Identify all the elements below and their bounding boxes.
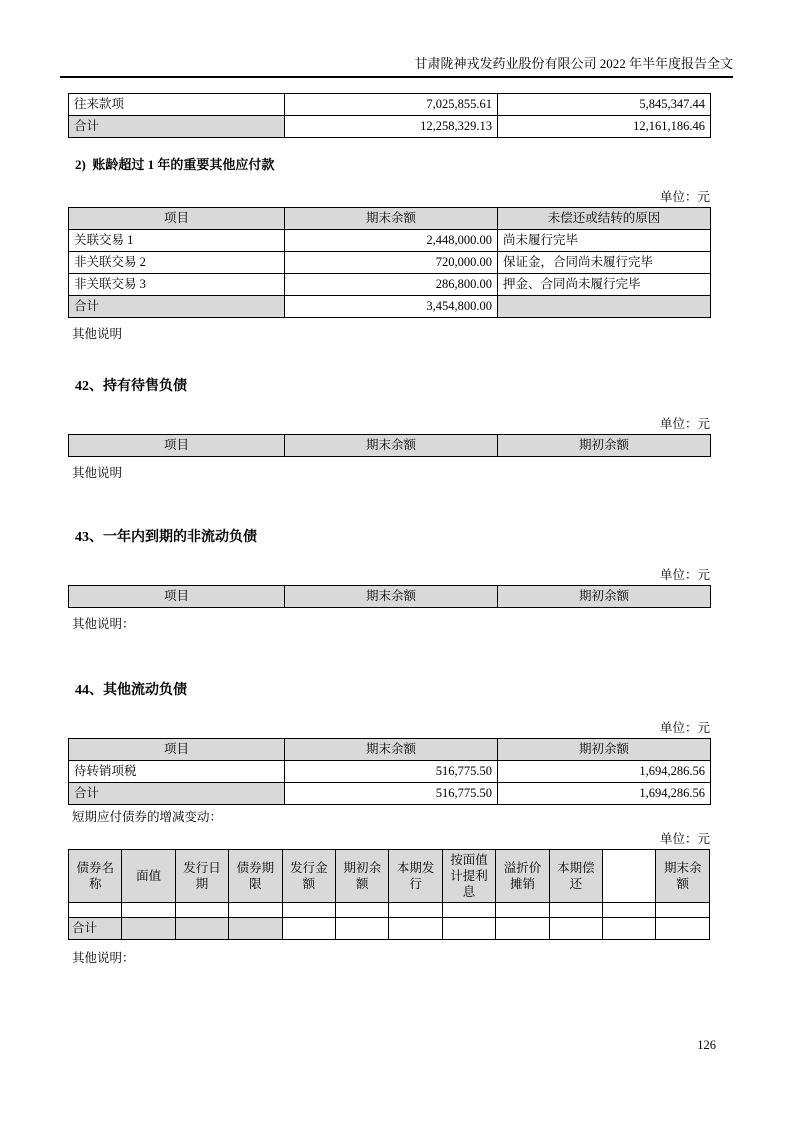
item-cell: 关联交易 1	[69, 230, 285, 252]
page-content	[68, 93, 710, 966]
section-43-title: 43、一年内到期的非流动负债	[75, 530, 257, 545]
column-header: 期初余额	[498, 739, 711, 761]
column-header: 期末余额	[285, 435, 498, 457]
table-row	[69, 94, 711, 116]
empty-cell	[122, 918, 175, 940]
empty-cell	[69, 903, 122, 918]
total-label-cell: 合计	[69, 783, 285, 805]
column-header: 期末余额	[285, 586, 498, 608]
total-row	[69, 296, 711, 318]
short-term-bonds-table	[68, 849, 710, 940]
document-header	[60, 56, 733, 78]
unit-label: 单位：元	[659, 417, 710, 431]
reason-cell: 尚未履行完毕	[498, 230, 711, 252]
column-header: 期初余额	[336, 850, 389, 903]
column-header: 期初余额	[498, 586, 711, 608]
total-row	[69, 116, 711, 138]
empty-cell	[389, 903, 442, 918]
column-header: 期初余额	[498, 435, 711, 457]
short-term-bonds-intro: 短期应付债券的增减变动：	[72, 810, 223, 824]
due-within-one-year-table	[68, 585, 711, 608]
empty-cell	[282, 918, 335, 940]
empty-cell	[656, 903, 710, 918]
other-notes-text: 其他说明：	[72, 617, 135, 631]
beginning-balance-cell: 1,694,286.56	[498, 761, 711, 783]
unit-label: 单位：元	[659, 832, 710, 846]
column-header: 未偿还或结转的原因	[498, 208, 711, 230]
total-row	[69, 918, 710, 940]
held-for-sale-liabilities-table	[68, 434, 711, 457]
amount-cell: 720,000.00	[285, 252, 498, 274]
section-44-title: 44、其他流动负债	[75, 683, 187, 698]
other-notes-text: 其他说明	[72, 327, 123, 341]
total-label-cell: 合计	[69, 116, 285, 138]
header-row	[69, 586, 711, 608]
reason-cell: 押金、合同尚未履行完毕	[498, 274, 711, 296]
aging-payables-table	[68, 207, 711, 318]
column-header: 期末余额	[285, 208, 498, 230]
header-row	[69, 739, 711, 761]
empty-cell	[229, 903, 282, 918]
unit-label: 单位：元	[659, 721, 710, 735]
other-payables-continuation-table	[68, 93, 711, 138]
empty-cell	[656, 918, 710, 940]
header-row	[69, 208, 711, 230]
ending-balance-cell: 516,775.50	[285, 761, 498, 783]
item-cell: 非关联交易 2	[69, 252, 285, 274]
beginning-balance-cell: 1,694,286.56	[498, 783, 711, 805]
empty-cell	[389, 918, 442, 940]
ending-balance-cell: 7,025,855.61	[285, 94, 498, 116]
empty-cell	[603, 918, 656, 940]
empty-cell	[282, 903, 335, 918]
table-row	[69, 274, 711, 296]
total-label-cell: 合计	[69, 918, 122, 940]
empty-cell	[496, 918, 549, 940]
empty-cell	[496, 903, 549, 918]
amount-cell: 2,448,000.00	[285, 230, 498, 252]
column-header: 按面值计提利息	[442, 850, 495, 903]
column-header: 发行日期	[175, 850, 228, 903]
empty-cell	[442, 918, 495, 940]
total-label-cell: 合计	[69, 296, 285, 318]
reason-cell: 保证金，合同尚未履行完毕	[498, 252, 711, 274]
ending-balance-cell: 12,258,329.13	[285, 116, 498, 138]
column-header: 面值	[122, 850, 175, 903]
column-header: 项目	[69, 586, 285, 608]
unit-label: 单位：元	[659, 190, 710, 204]
empty-cell	[603, 903, 656, 918]
empty-cell	[336, 903, 389, 918]
empty-cell	[175, 918, 228, 940]
document-title: 甘肃陇神戎发药业股份有限公司 2022 年半年度报告全文	[414, 56, 733, 71]
amount-cell: 286,800.00	[285, 274, 498, 296]
column-header: 项目	[69, 739, 285, 761]
header-row	[69, 850, 710, 903]
empty-data-row	[69, 903, 710, 918]
column-header: 本期发行	[389, 850, 442, 903]
other-notes-text: 其他说明：	[72, 951, 135, 965]
table-row	[69, 252, 711, 274]
page-number: 126	[697, 1038, 716, 1052]
table-row	[69, 761, 711, 783]
beginning-balance-cell: 5,845,347.44	[498, 94, 711, 116]
header-row	[69, 435, 711, 457]
ending-balance-cell: 516,775.50	[285, 783, 498, 805]
section-42-title: 42、持有待售负债	[75, 379, 187, 394]
other-current-liabilities-table	[68, 738, 711, 805]
column-header: 本期偿还	[549, 850, 602, 903]
column-header: 期末余额	[656, 850, 710, 903]
other-notes-text: 其他说明	[72, 466, 123, 480]
table-row	[69, 230, 711, 252]
amount-cell: 3,454,800.00	[285, 296, 498, 318]
reason-cell	[498, 296, 711, 318]
empty-cell	[549, 918, 602, 940]
empty-cell	[549, 903, 602, 918]
empty-cell	[122, 903, 175, 918]
unit-label: 单位：元	[659, 568, 710, 582]
column-header: 期末余额	[285, 739, 498, 761]
column-header: 发行金额	[282, 850, 335, 903]
item-cell: 非关联交易 3	[69, 274, 285, 296]
aging-section-title: 2) 账龄超过 1 年的重要其他应付款	[75, 157, 275, 172]
total-row	[69, 783, 711, 805]
empty-cell	[336, 918, 389, 940]
column-header: 债券名称	[69, 850, 122, 903]
column-header: 项目	[69, 435, 285, 457]
column-header: 债券期限	[229, 850, 282, 903]
item-cell: 待转销项税	[69, 761, 285, 783]
empty-cell	[229, 918, 282, 940]
column-header: 溢折价摊销	[496, 850, 549, 903]
empty-cell	[175, 903, 228, 918]
blank-column-header	[603, 850, 656, 903]
beginning-balance-cell: 12,161,186.46	[498, 116, 711, 138]
column-header: 项目	[69, 208, 285, 230]
empty-cell	[442, 903, 495, 918]
item-cell: 往来款项	[69, 94, 285, 116]
